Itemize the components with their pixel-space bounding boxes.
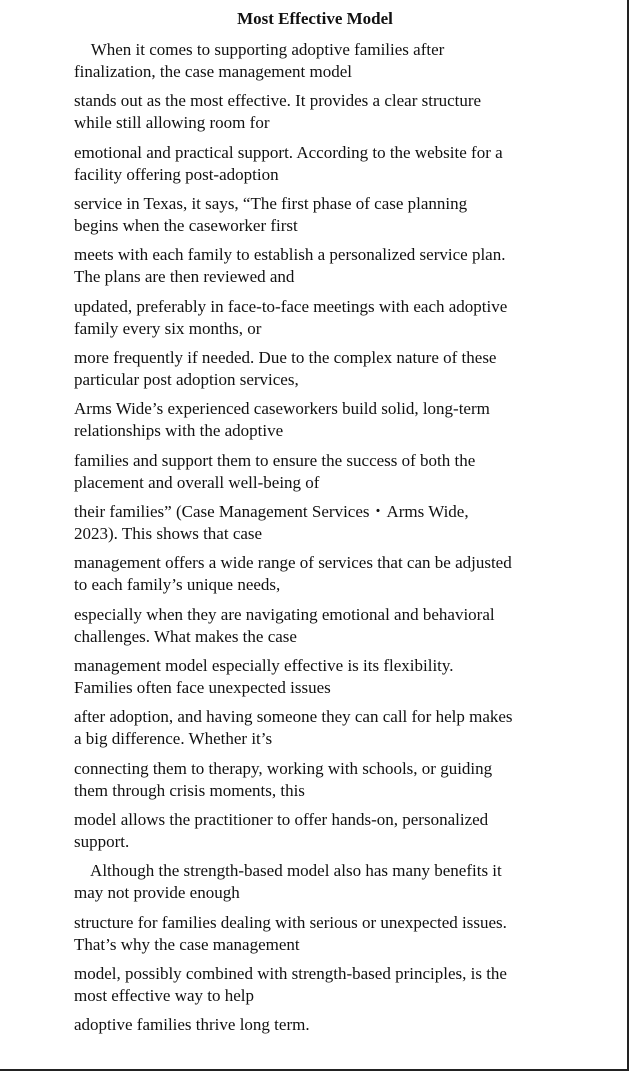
text-line: service in Texas, it says, “The first phase of case planning: [74, 194, 468, 213]
text-block: [74, 706, 564, 750]
text-block: [74, 501, 564, 545]
text-line: especially when they are navigating emotional and behavioral: [74, 605, 495, 624]
text-block: [74, 655, 564, 699]
text-block: [74, 193, 564, 237]
text-line: families and support them to ensure the success of both the: [74, 451, 476, 470]
text-line: finalization, the case management model: [74, 62, 353, 81]
text-line: structure for families dealing with serious or unexpected issues.: [74, 913, 507, 932]
text-line: management model especially effective is its flexibility.: [74, 656, 454, 675]
text-line: their families” (Case Management Services・Arms Wide,: [74, 502, 469, 521]
text-block: [74, 604, 564, 648]
text-line: meets with each family to establish a personalized service plan.: [74, 245, 506, 264]
text-line: a big difference. Whether it’s: [74, 729, 273, 748]
text-line: emotional and practical support. According to the website for a: [74, 143, 503, 162]
text-block: [74, 552, 564, 596]
text-line: placement and overall well-being of: [74, 473, 320, 492]
text-line: while still allowing room for: [74, 113, 270, 132]
text-block: [74, 347, 564, 391]
text-block: [74, 963, 564, 1007]
text-line: model allows the practitioner to offer hands-on, personalized: [74, 810, 489, 829]
text-line: support.: [74, 832, 130, 851]
text-line: connecting them to therapy, working with schools, or guiding: [74, 759, 493, 778]
text-block: [74, 860, 564, 904]
text-block: [74, 912, 564, 956]
text-line: Families often face unexpected issues: [74, 678, 331, 697]
text-line: management offers a wide range of services that can be adjusted: [74, 553, 512, 572]
text-line: The plans are then reviewed and: [74, 267, 295, 286]
text-line: them through crisis moments, this: [74, 781, 305, 800]
text-line: most effective way to help: [74, 986, 255, 1005]
text-line: particular post adoption services,: [74, 370, 299, 389]
text-line: 2023). This shows that case: [74, 524, 263, 543]
text-line: updated, preferably in face-to-face meetings with each adoptive: [74, 297, 508, 316]
text-line: may not provide enough: [74, 883, 240, 902]
text-block: [74, 39, 564, 83]
text-block: [74, 450, 564, 494]
text-line: Although the strength-based model also has many benefits it: [74, 861, 502, 880]
text-line: That’s why the case management: [74, 935, 300, 954]
text-line: relationships with the adoptive: [74, 421, 284, 440]
document-title: Most Effective Model: [237, 9, 393, 28]
text-block: [74, 142, 564, 186]
text-line: facility offering post-adoption: [74, 165, 279, 184]
text-block: [74, 1014, 564, 1036]
text-block: [74, 398, 564, 442]
text-line: model, possibly combined with strength-based principles, is the: [74, 964, 507, 983]
text-block: [74, 90, 564, 134]
text-block: [74, 809, 564, 853]
text-line: after adoption, and having someone they can call for help makes: [74, 707, 513, 726]
text-block: [74, 758, 564, 802]
text-line: begins when the caseworker first: [74, 216, 298, 235]
text-block: [74, 244, 564, 288]
text-line: stands out as the most effective. It provides a clear structure: [74, 91, 482, 110]
text-line: family every six months, or: [74, 319, 262, 338]
text-line: challenges. What makes the case: [74, 627, 297, 646]
text-line: When it comes to supporting adoptive families after: [74, 40, 445, 59]
text-line: more frequently if needed. Due to the complex nature of these: [74, 348, 497, 367]
text-line: to each family’s unique needs,: [74, 575, 281, 594]
text-block: [74, 296, 564, 340]
text-line: adoptive families thrive long term.: [74, 1015, 310, 1034]
text-line: Arms Wide’s experienced caseworkers build solid, long-term: [74, 399, 490, 418]
